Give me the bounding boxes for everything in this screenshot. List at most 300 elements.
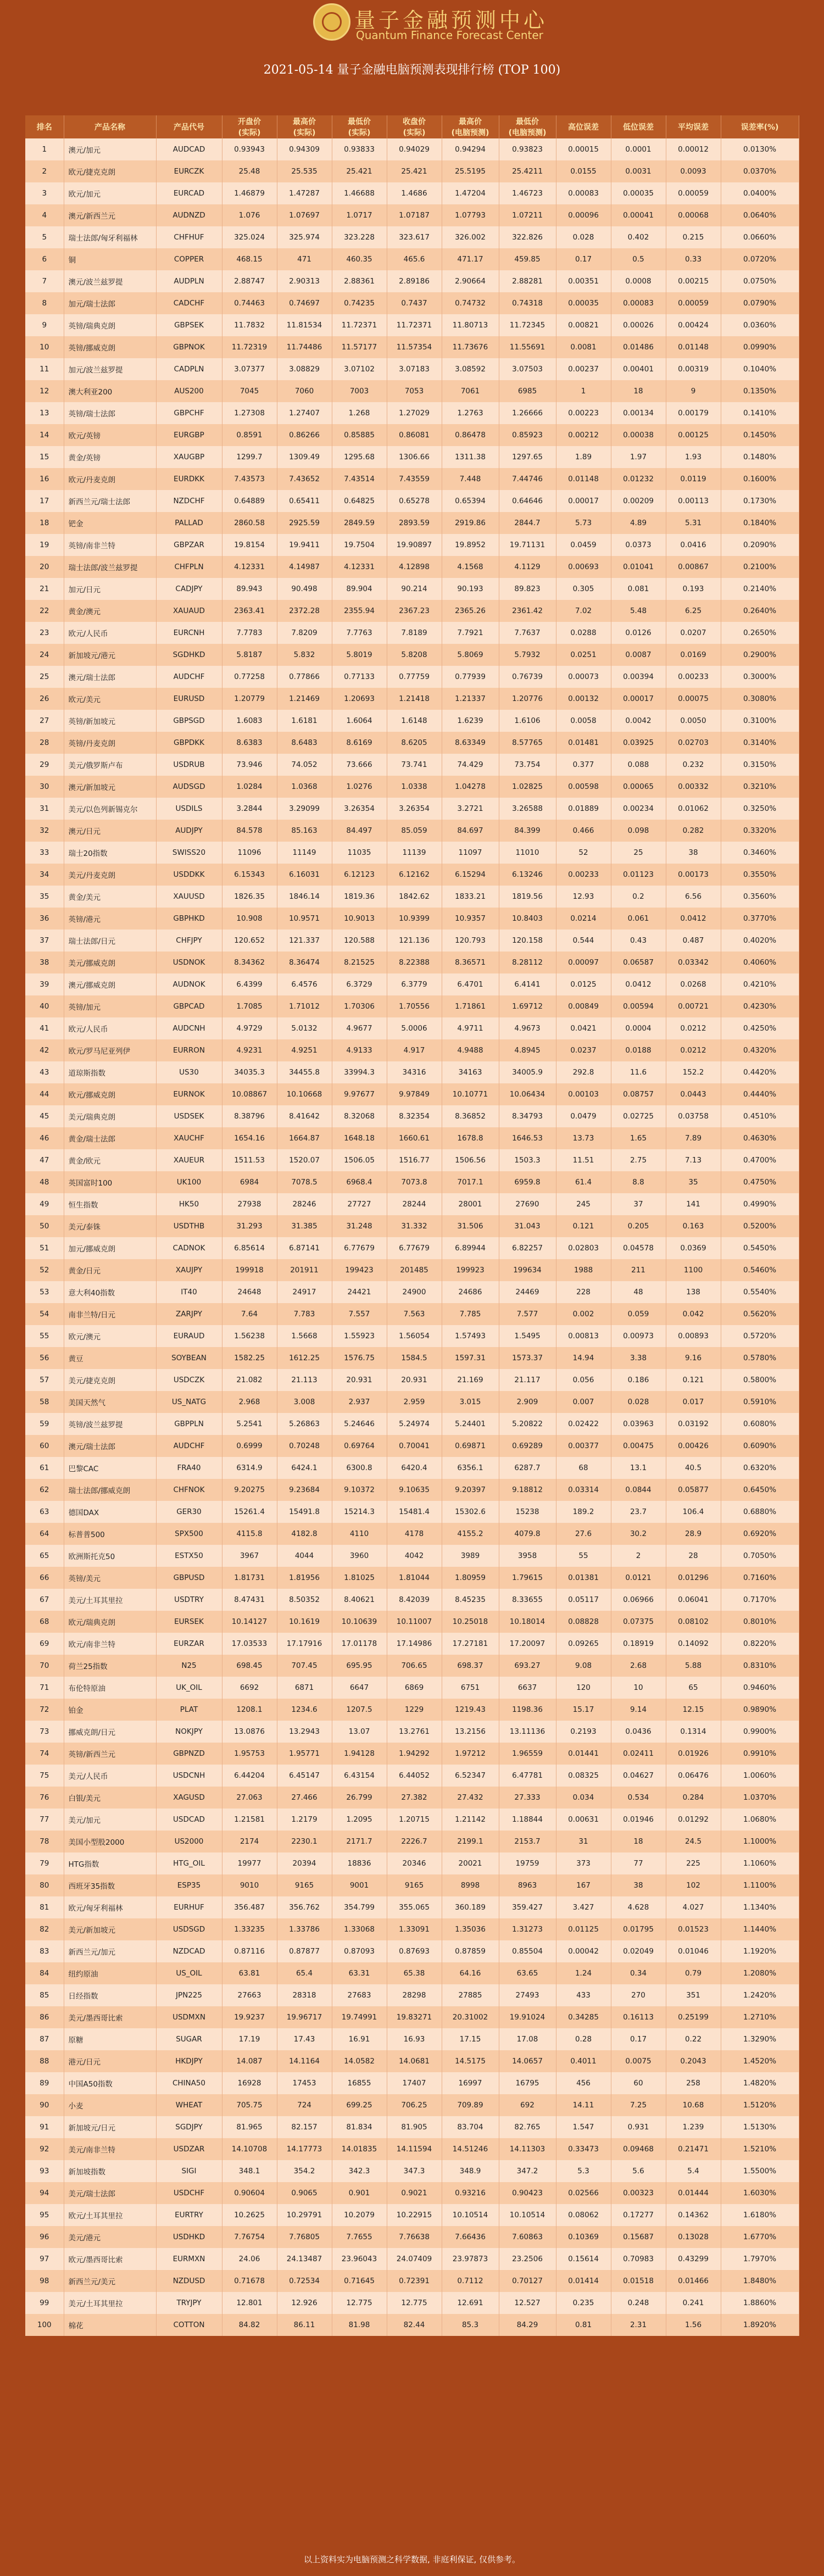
high-error-cell: 0.00083 <box>556 182 611 204</box>
rank-cell: 6 <box>25 248 64 270</box>
high-error-cell: 1.547 <box>556 2116 611 2138</box>
rank-cell: 16 <box>25 468 64 490</box>
low-predicted-cell: 4.9673 <box>499 1017 556 1039</box>
rank-cell: 65 <box>25 1545 64 1567</box>
low-error-cell: 0.01041 <box>611 556 666 578</box>
high-actual-cell: 7.783 <box>277 1303 332 1325</box>
high-actual-cell: 7.43652 <box>277 468 332 490</box>
high-predicted-cell: 7.7921 <box>442 622 499 644</box>
error-rate-cell: 0.1410% <box>721 402 799 424</box>
high-predicted-cell: 471.17 <box>442 248 499 270</box>
product-code-cell: USDZAR <box>156 2138 222 2160</box>
high-predicted-cell: 12.691 <box>442 2292 499 2314</box>
low-actual-cell: 4.9133 <box>332 1039 387 1061</box>
product-name-cell: 美元/瑞典克朗 <box>64 1105 156 1127</box>
high-error-cell: 0.00103 <box>556 1083 611 1105</box>
high-error-cell: 0.02422 <box>556 1413 611 1435</box>
rank-cell: 76 <box>25 1787 64 1809</box>
error-rate-cell: 1.3290% <box>721 2028 799 2050</box>
rank-cell: 26 <box>25 688 64 710</box>
high-actual-cell: 0.65411 <box>277 490 332 512</box>
product-name-cell: 欧元/墨西哥比索 <box>64 2248 156 2270</box>
error-rate-cell: 0.1600% <box>721 468 799 490</box>
low-actual-cell: 9.10372 <box>332 1479 387 1501</box>
high-error-cell: 14.94 <box>556 1347 611 1369</box>
open-actual-cell: 348.1 <box>222 2160 277 2182</box>
low-actual-cell: 8.40621 <box>332 1589 387 1611</box>
low-actual-cell: 9001 <box>332 1874 387 1896</box>
product-name-cell: 美元/捷克克朗 <box>64 1369 156 1391</box>
product-code-cell: XAUAUD <box>156 600 222 622</box>
product-name-cell: 白银/美元 <box>64 1787 156 1809</box>
open-actual-cell: 705.75 <box>222 2094 277 2116</box>
rank-cell: 12 <box>25 380 64 402</box>
low-actual-cell: 6.3729 <box>332 973 387 995</box>
table-row <box>25 1501 799 1523</box>
high-actual-cell: 1.5668 <box>277 1325 332 1347</box>
rank-cell: 5 <box>25 226 64 248</box>
low-error-cell: 0.08757 <box>611 1083 666 1105</box>
open-actual-cell: 6.15343 <box>222 864 277 886</box>
high-predicted-cell: 10.9357 <box>442 908 499 930</box>
table-row <box>25 798 799 820</box>
table-row <box>25 314 799 336</box>
rank-cell: 40 <box>25 995 64 1017</box>
table-row <box>25 622 799 644</box>
low-error-cell: 5.6 <box>611 2160 666 2182</box>
high-actual-cell: 3.08829 <box>277 358 332 380</box>
table-row <box>25 1655 799 1677</box>
product-name-cell: 瑞士20指数 <box>64 842 156 864</box>
open-actual-cell: 120.652 <box>222 930 277 952</box>
low-error-cell: 0.43 <box>611 930 666 952</box>
high-predicted-cell: 8998 <box>442 1874 499 1896</box>
average-error-cell: 35 <box>666 1171 721 1193</box>
high-error-cell: 0.01381 <box>556 1567 611 1589</box>
low-actual-cell: 1.70306 <box>332 995 387 1017</box>
table-row <box>25 1193 799 1215</box>
low-error-cell: 77 <box>611 1852 666 1874</box>
high-actual-cell: 90.498 <box>277 578 332 600</box>
open-actual-cell: 1.7085 <box>222 995 277 1017</box>
rank-cell: 63 <box>25 1501 64 1523</box>
average-error-cell: 0.00068 <box>666 204 721 226</box>
rank-cell: 4 <box>25 204 64 226</box>
product-code-cell: USDCHF <box>156 2182 222 2204</box>
error-rate-cell: 0.5450% <box>721 1237 799 1259</box>
rank-cell: 23 <box>25 622 64 644</box>
product-code-cell: HTG_OIL <box>156 1852 222 1874</box>
ranking-table <box>25 115 799 2336</box>
rank-cell: 2 <box>25 160 64 182</box>
low-error-cell: 2 <box>611 1545 666 1567</box>
high-error-cell: 0.00097 <box>556 952 611 973</box>
low-predicted-cell: 13.11136 <box>499 1721 556 1743</box>
low-error-cell: 0.02411 <box>611 1743 666 1765</box>
average-error-cell: 0.03192 <box>666 1413 721 1435</box>
high-predicted-cell: 6.52347 <box>442 1765 499 1787</box>
average-error-cell: 0.01062 <box>666 798 721 820</box>
close-actual-cell: 4042 <box>387 1545 442 1567</box>
high-predicted-cell: 1.21142 <box>442 1809 499 1831</box>
low-error-cell: 0.0001 <box>611 138 666 160</box>
low-actual-cell: 7.7655 <box>332 2226 387 2248</box>
product-code-cell: GBPNOK <box>156 336 222 358</box>
error-rate-cell: 0.2640% <box>721 600 799 622</box>
error-rate-cell: 0.3770% <box>721 908 799 930</box>
product-name-cell: 英镑/美元 <box>64 1567 156 1589</box>
low-predicted-cell: 0.85923 <box>499 424 556 446</box>
open-actual-cell: 7.76754 <box>222 2226 277 2248</box>
high-error-cell: 167 <box>556 1874 611 1896</box>
open-actual-cell: 2.88747 <box>222 270 277 292</box>
low-predicted-cell: 1198.36 <box>499 1699 556 1721</box>
high-actual-cell: 471 <box>277 248 332 270</box>
low-predicted-cell: 84.399 <box>499 820 556 842</box>
open-actual-cell: 325.024 <box>222 226 277 248</box>
low-error-cell: 0.06966 <box>611 1589 666 1611</box>
table-row <box>25 226 799 248</box>
high-predicted-cell: 7.448 <box>442 468 499 490</box>
high-predicted-cell: 2.90664 <box>442 270 499 292</box>
product-name-cell: 澳元/挪威克朗 <box>64 973 156 995</box>
product-code-cell: AUDCHF <box>156 666 222 688</box>
table-row <box>25 1259 799 1281</box>
close-actual-cell: 0.94029 <box>387 138 442 160</box>
high-actual-cell: 14.17773 <box>277 2138 332 2160</box>
product-name-cell: 德国DAX <box>64 1501 156 1523</box>
high-error-cell: 0.0214 <box>556 908 611 930</box>
rank-cell: 25 <box>25 666 64 688</box>
product-name-cell: 欧元/人民币 <box>64 622 156 644</box>
column-header <box>222 115 277 138</box>
low-error-cell: 0.06587 <box>611 952 666 973</box>
low-actual-cell: 14.0582 <box>332 2050 387 2072</box>
high-predicted-cell: 17.27181 <box>442 1633 499 1655</box>
rank-cell: 67 <box>25 1589 64 1611</box>
low-error-cell: 0.186 <box>611 1369 666 1391</box>
average-error-cell: 351 <box>666 1984 721 2006</box>
product-name-cell: 英镑/南非兰特 <box>64 534 156 556</box>
low-predicted-cell: 4.8945 <box>499 1039 556 1061</box>
low-error-cell: 0.00041 <box>611 204 666 226</box>
close-actual-cell: 1.27029 <box>387 402 442 424</box>
low-actual-cell: 1.33068 <box>332 1918 387 1940</box>
rank-cell: 42 <box>25 1039 64 1061</box>
low-predicted-cell: 199634 <box>499 1259 556 1281</box>
high-predicted-cell: 3.015 <box>442 1391 499 1413</box>
high-predicted-cell: 84.697 <box>442 820 499 842</box>
open-actual-cell: 3.2844 <box>222 798 277 820</box>
table-row <box>25 578 799 600</box>
product-name-cell: 美元/加元 <box>64 1809 156 1831</box>
low-predicted-cell: 1.26666 <box>499 402 556 424</box>
high-error-cell: 1988 <box>556 1259 611 1281</box>
high-actual-cell: 1520.07 <box>277 1149 332 1171</box>
error-rate-cell: 1.0680% <box>721 1809 799 1831</box>
low-actual-cell: 12.775 <box>332 2292 387 2314</box>
product-name-cell: 标普普500 <box>64 1523 156 1545</box>
high-actual-cell: 20394 <box>277 1852 332 1874</box>
low-error-cell: 0.088 <box>611 754 666 776</box>
high-predicted-cell: 0.87859 <box>442 1940 499 1962</box>
table-row <box>25 2050 799 2072</box>
low-error-cell: 0.01946 <box>611 1809 666 1831</box>
product-code-cell: XAUUSD <box>156 886 222 908</box>
rank-cell: 95 <box>25 2204 64 2226</box>
product-name-cell: 美元/丹麦克朗 <box>64 864 156 886</box>
low-predicted-cell: 7.44746 <box>499 468 556 490</box>
low-actual-cell: 6647 <box>332 1677 387 1699</box>
rank-cell: 62 <box>25 1479 64 1501</box>
table-row <box>25 930 799 952</box>
product-name-cell: 原糖 <box>64 2028 156 2050</box>
high-actual-cell: 27.466 <box>277 1787 332 1809</box>
low-predicted-cell: 8963 <box>499 1874 556 1896</box>
high-actual-cell: 0.77866 <box>277 666 332 688</box>
table-row <box>25 1918 799 1940</box>
average-error-cell: 0.0212 <box>666 1039 721 1061</box>
low-actual-cell: 16.91 <box>332 2028 387 2050</box>
low-actual-cell: 0.64825 <box>332 490 387 512</box>
high-actual-cell: 10.10668 <box>277 1083 332 1105</box>
high-predicted-cell: 7061 <box>442 380 499 402</box>
average-error-cell: 0.0416 <box>666 534 721 556</box>
average-error-cell: 0.21471 <box>666 2138 721 2160</box>
high-predicted-cell: 0.74732 <box>442 292 499 314</box>
column-header-label: 开盘价 <box>238 118 261 126</box>
table-row <box>25 1809 799 1831</box>
product-name-cell: 新加坡元/港元 <box>64 644 156 666</box>
error-rate-cell: 1.2080% <box>721 1962 799 1984</box>
high-predicted-cell: 1597.31 <box>442 1347 499 1369</box>
table-row <box>25 1457 799 1479</box>
product-name-cell: 意大利40指数 <box>64 1281 156 1303</box>
product-name-cell: 新西兰元/瑞士法郎 <box>64 490 156 512</box>
high-predicted-cell: 27885 <box>442 1984 499 2006</box>
high-error-cell: 0.0155 <box>556 160 611 182</box>
close-actual-cell: 1516.77 <box>387 1149 442 1171</box>
table-row <box>25 1149 799 1171</box>
low-predicted-cell: 19.71131 <box>499 534 556 556</box>
close-actual-cell: 1842.62 <box>387 886 442 908</box>
product-name-cell: 瑞士法郎/波兰兹罗提 <box>64 556 156 578</box>
average-error-cell: 102 <box>666 1874 721 1896</box>
high-predicted-cell: 23.97873 <box>442 2248 499 2270</box>
error-rate-cell: 0.5800% <box>721 1369 799 1391</box>
table-row <box>25 1633 799 1655</box>
high-predicted-cell: 1.04278 <box>442 776 499 798</box>
average-error-cell: 0.2043 <box>666 2050 721 2072</box>
average-error-cell: 0.00075 <box>666 688 721 710</box>
rank-cell: 1 <box>25 138 64 160</box>
error-rate-cell: 1.2710% <box>721 2006 799 2028</box>
high-actual-cell: 34455.8 <box>277 1061 332 1083</box>
error-rate-cell: 0.5720% <box>721 1325 799 1347</box>
open-actual-cell: 10.14127 <box>222 1611 277 1633</box>
high-actual-cell: 1612.25 <box>277 1347 332 1369</box>
rank-cell: 98 <box>25 2270 64 2292</box>
low-predicted-cell: 27.333 <box>499 1787 556 1809</box>
low-actual-cell: 4.12331 <box>332 556 387 578</box>
average-error-cell: 0.01296 <box>666 1567 721 1589</box>
low-actual-cell: 3960 <box>332 1545 387 1567</box>
product-code-cell: CADNOK <box>156 1237 222 1259</box>
table-row <box>25 1237 799 1259</box>
low-actual-cell: 24421 <box>332 1281 387 1303</box>
product-code-cell: CHFNOK <box>156 1479 222 1501</box>
high-error-cell: 0.08325 <box>556 1765 611 1787</box>
product-name-cell: 欧洲斯托克50 <box>64 1545 156 1567</box>
high-predicted-cell: 20021 <box>442 1852 499 1874</box>
high-actual-cell: 4044 <box>277 1545 332 1567</box>
product-code-cell: USDRUB <box>156 754 222 776</box>
close-actual-cell: 7073.8 <box>387 1171 442 1193</box>
low-predicted-cell: 10.8403 <box>499 908 556 930</box>
high-actual-cell: 6.45147 <box>277 1765 332 1787</box>
open-actual-cell: 9.20275 <box>222 1479 277 1501</box>
high-actual-cell: 6.4576 <box>277 973 332 995</box>
high-error-cell: 14.11 <box>556 2094 611 2116</box>
average-error-cell: 0.284 <box>666 1787 721 1809</box>
product-code-cell: CHFHUF <box>156 226 222 248</box>
high-actual-cell: 1309.49 <box>277 446 332 468</box>
open-actual-cell: 6.44204 <box>222 1765 277 1787</box>
close-actual-cell: 4.917 <box>387 1039 442 1061</box>
product-code-cell: EURZAR <box>156 1633 222 1655</box>
low-error-cell: 0.16113 <box>611 2006 666 2028</box>
low-actual-cell: 2.937 <box>332 1391 387 1413</box>
low-predicted-cell: 0.69289 <box>499 1435 556 1457</box>
product-code-cell: GBPCHF <box>156 402 222 424</box>
close-actual-cell: 17.14986 <box>387 1633 442 1655</box>
column-header <box>556 115 611 138</box>
high-predicted-cell: 1.71861 <box>442 995 499 1017</box>
low-error-cell: 1.97 <box>611 446 666 468</box>
rank-cell: 13 <box>25 402 64 424</box>
product-name-cell: 南非兰特/日元 <box>64 1303 156 1325</box>
rank-cell: 79 <box>25 1852 64 1874</box>
rank-cell: 83 <box>25 1940 64 1962</box>
open-actual-cell: 11096 <box>222 842 277 864</box>
error-rate-cell: 0.7170% <box>721 1589 799 1611</box>
high-predicted-cell: 1.6239 <box>442 710 499 732</box>
high-predicted-cell: 8.36852 <box>442 1105 499 1127</box>
high-error-cell: 292.8 <box>556 1061 611 1083</box>
close-actual-cell: 2.959 <box>387 1391 442 1413</box>
average-error-cell: 40.5 <box>666 1457 721 1479</box>
low-actual-cell: 10.9013 <box>332 908 387 930</box>
rank-cell: 28 <box>25 732 64 754</box>
average-error-cell: 0.0119 <box>666 468 721 490</box>
high-actual-cell: 9.23684 <box>277 1479 332 1501</box>
low-predicted-cell: 0.93823 <box>499 138 556 160</box>
product-code-cell: USDDKK <box>156 864 222 886</box>
high-error-cell: 0.0421 <box>556 1017 611 1039</box>
low-actual-cell: 1.55923 <box>332 1325 387 1347</box>
high-actual-cell: 0.74697 <box>277 292 332 314</box>
high-actual-cell: 0.86266 <box>277 424 332 446</box>
high-predicted-cell: 1.47204 <box>442 182 499 204</box>
open-actual-cell: 14.10708 <box>222 2138 277 2160</box>
product-code-cell: COTTON <box>156 2314 222 2336</box>
close-actual-cell: 0.7437 <box>387 292 442 314</box>
high-error-cell: 0.00821 <box>556 314 611 336</box>
rank-cell: 68 <box>25 1611 64 1633</box>
open-actual-cell: 10.08867 <box>222 1083 277 1105</box>
open-actual-cell: 199918 <box>222 1259 277 1281</box>
high-actual-cell: 11.81534 <box>277 314 332 336</box>
rank-cell: 64 <box>25 1523 64 1545</box>
high-actual-cell: 12.926 <box>277 2292 332 2314</box>
low-actual-cell: 1.268 <box>332 402 387 424</box>
error-rate-cell: 1.5130% <box>721 2116 799 2138</box>
low-error-cell: 0.534 <box>611 1787 666 1809</box>
product-name-cell: 黄金/日元 <box>64 1259 156 1281</box>
rank-cell: 7 <box>25 270 64 292</box>
low-error-cell: 1.65 <box>611 1127 666 1149</box>
high-error-cell: 0.03314 <box>556 1479 611 1501</box>
product-code-cell: GBPPLN <box>156 1413 222 1435</box>
close-actual-cell: 323.617 <box>387 226 442 248</box>
column-header-label: 最高价 <box>459 118 482 126</box>
rank-cell: 89 <box>25 2072 64 2094</box>
high-actual-cell: 31.385 <box>277 1215 332 1237</box>
table-row <box>25 864 799 886</box>
low-error-cell: 211 <box>611 1259 666 1281</box>
high-error-cell: 52 <box>556 842 611 864</box>
error-rate-cell: 0.4630% <box>721 1127 799 1149</box>
product-name-cell: 英镑/新西兰元 <box>64 1743 156 1765</box>
high-actual-cell: 5.0132 <box>277 1017 332 1039</box>
open-actual-cell: 356.487 <box>222 1896 277 1918</box>
high-actual-cell: 2372.28 <box>277 600 332 622</box>
open-actual-cell: 1.21581 <box>222 1809 277 1831</box>
close-actual-cell: 19.90897 <box>387 534 442 556</box>
high-actual-cell: 13.2943 <box>277 1721 332 1743</box>
high-error-cell: 0.00096 <box>556 204 611 226</box>
table-row <box>25 688 799 710</box>
close-actual-cell: 347.3 <box>387 2160 442 2182</box>
product-code-cell: EURHUF <box>156 1896 222 1918</box>
table-row <box>25 1743 799 1765</box>
open-actual-cell: 8.6383 <box>222 732 277 754</box>
product-name-cell: 新西兰元/加元 <box>64 1940 156 1962</box>
average-error-cell: 0.00173 <box>666 864 721 886</box>
open-actual-cell: 4.9231 <box>222 1039 277 1061</box>
high-error-cell: 433 <box>556 1984 611 2006</box>
high-error-cell: 0.007 <box>556 1391 611 1413</box>
low-actual-cell: 1.94128 <box>332 1743 387 1765</box>
product-name-cell: 新西兰元/美元 <box>64 2270 156 2292</box>
error-rate-cell: 0.4210% <box>721 973 799 995</box>
high-actual-cell: 4.9251 <box>277 1039 332 1061</box>
low-actual-cell: 10.2079 <box>332 2204 387 2226</box>
rank-cell: 87 <box>25 2028 64 2050</box>
open-actual-cell: 468.15 <box>222 248 277 270</box>
low-actual-cell: 11035 <box>332 842 387 864</box>
low-predicted-cell: 11010 <box>499 842 556 864</box>
rank-cell: 72 <box>25 1699 64 1721</box>
table-row <box>25 1852 799 1874</box>
error-rate-cell: 0.7160% <box>721 1567 799 1589</box>
low-predicted-cell: 120.158 <box>499 930 556 952</box>
low-predicted-cell: 9.18812 <box>499 1479 556 1501</box>
error-rate-cell: 0.3150% <box>721 754 799 776</box>
close-actual-cell: 14.0681 <box>387 2050 442 2072</box>
high-predicted-cell: 1.80959 <box>442 1567 499 1589</box>
high-predicted-cell: 0.77939 <box>442 666 499 688</box>
